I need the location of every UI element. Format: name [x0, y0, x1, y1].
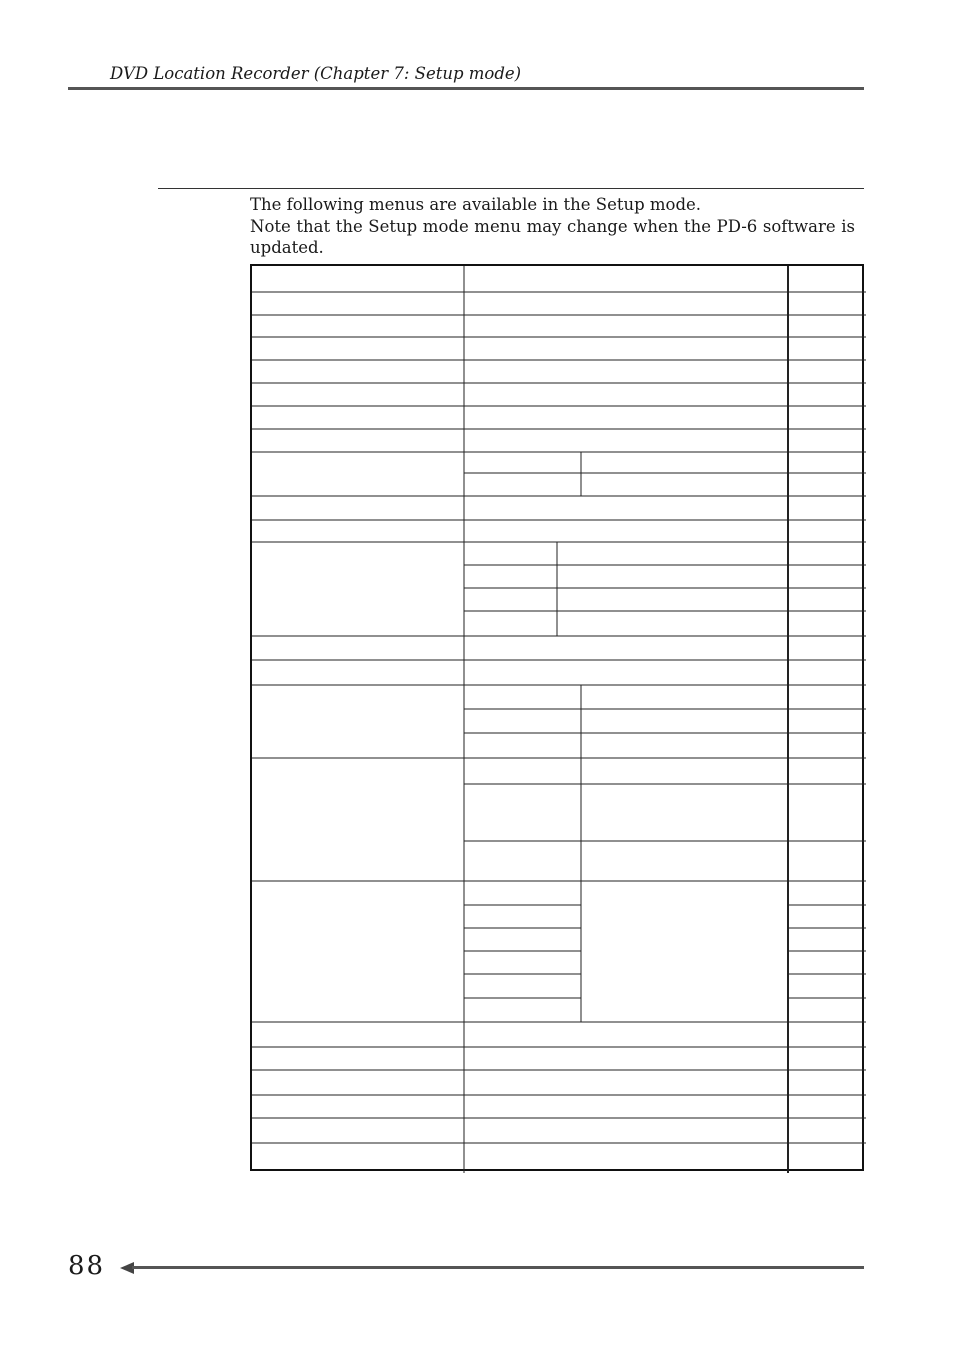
running-header: DVD Location Recorder (Chapter 7: Setup mode)	[110, 64, 522, 83]
page-number: 88	[68, 1251, 106, 1281]
footer-rule	[132, 1266, 864, 1269]
section-rule	[158, 188, 864, 189]
intro-text	[250, 194, 855, 259]
intro-line-1: The following menus are available in the Setup mode.	[250, 195, 702, 214]
header-rule	[68, 87, 864, 90]
setup-menu-table	[250, 264, 864, 1171]
table-grid	[252, 266, 866, 1173]
intro-line-2: Note that the Setup mode menu may change when the PD-6 software is updated.	[250, 216, 855, 257]
